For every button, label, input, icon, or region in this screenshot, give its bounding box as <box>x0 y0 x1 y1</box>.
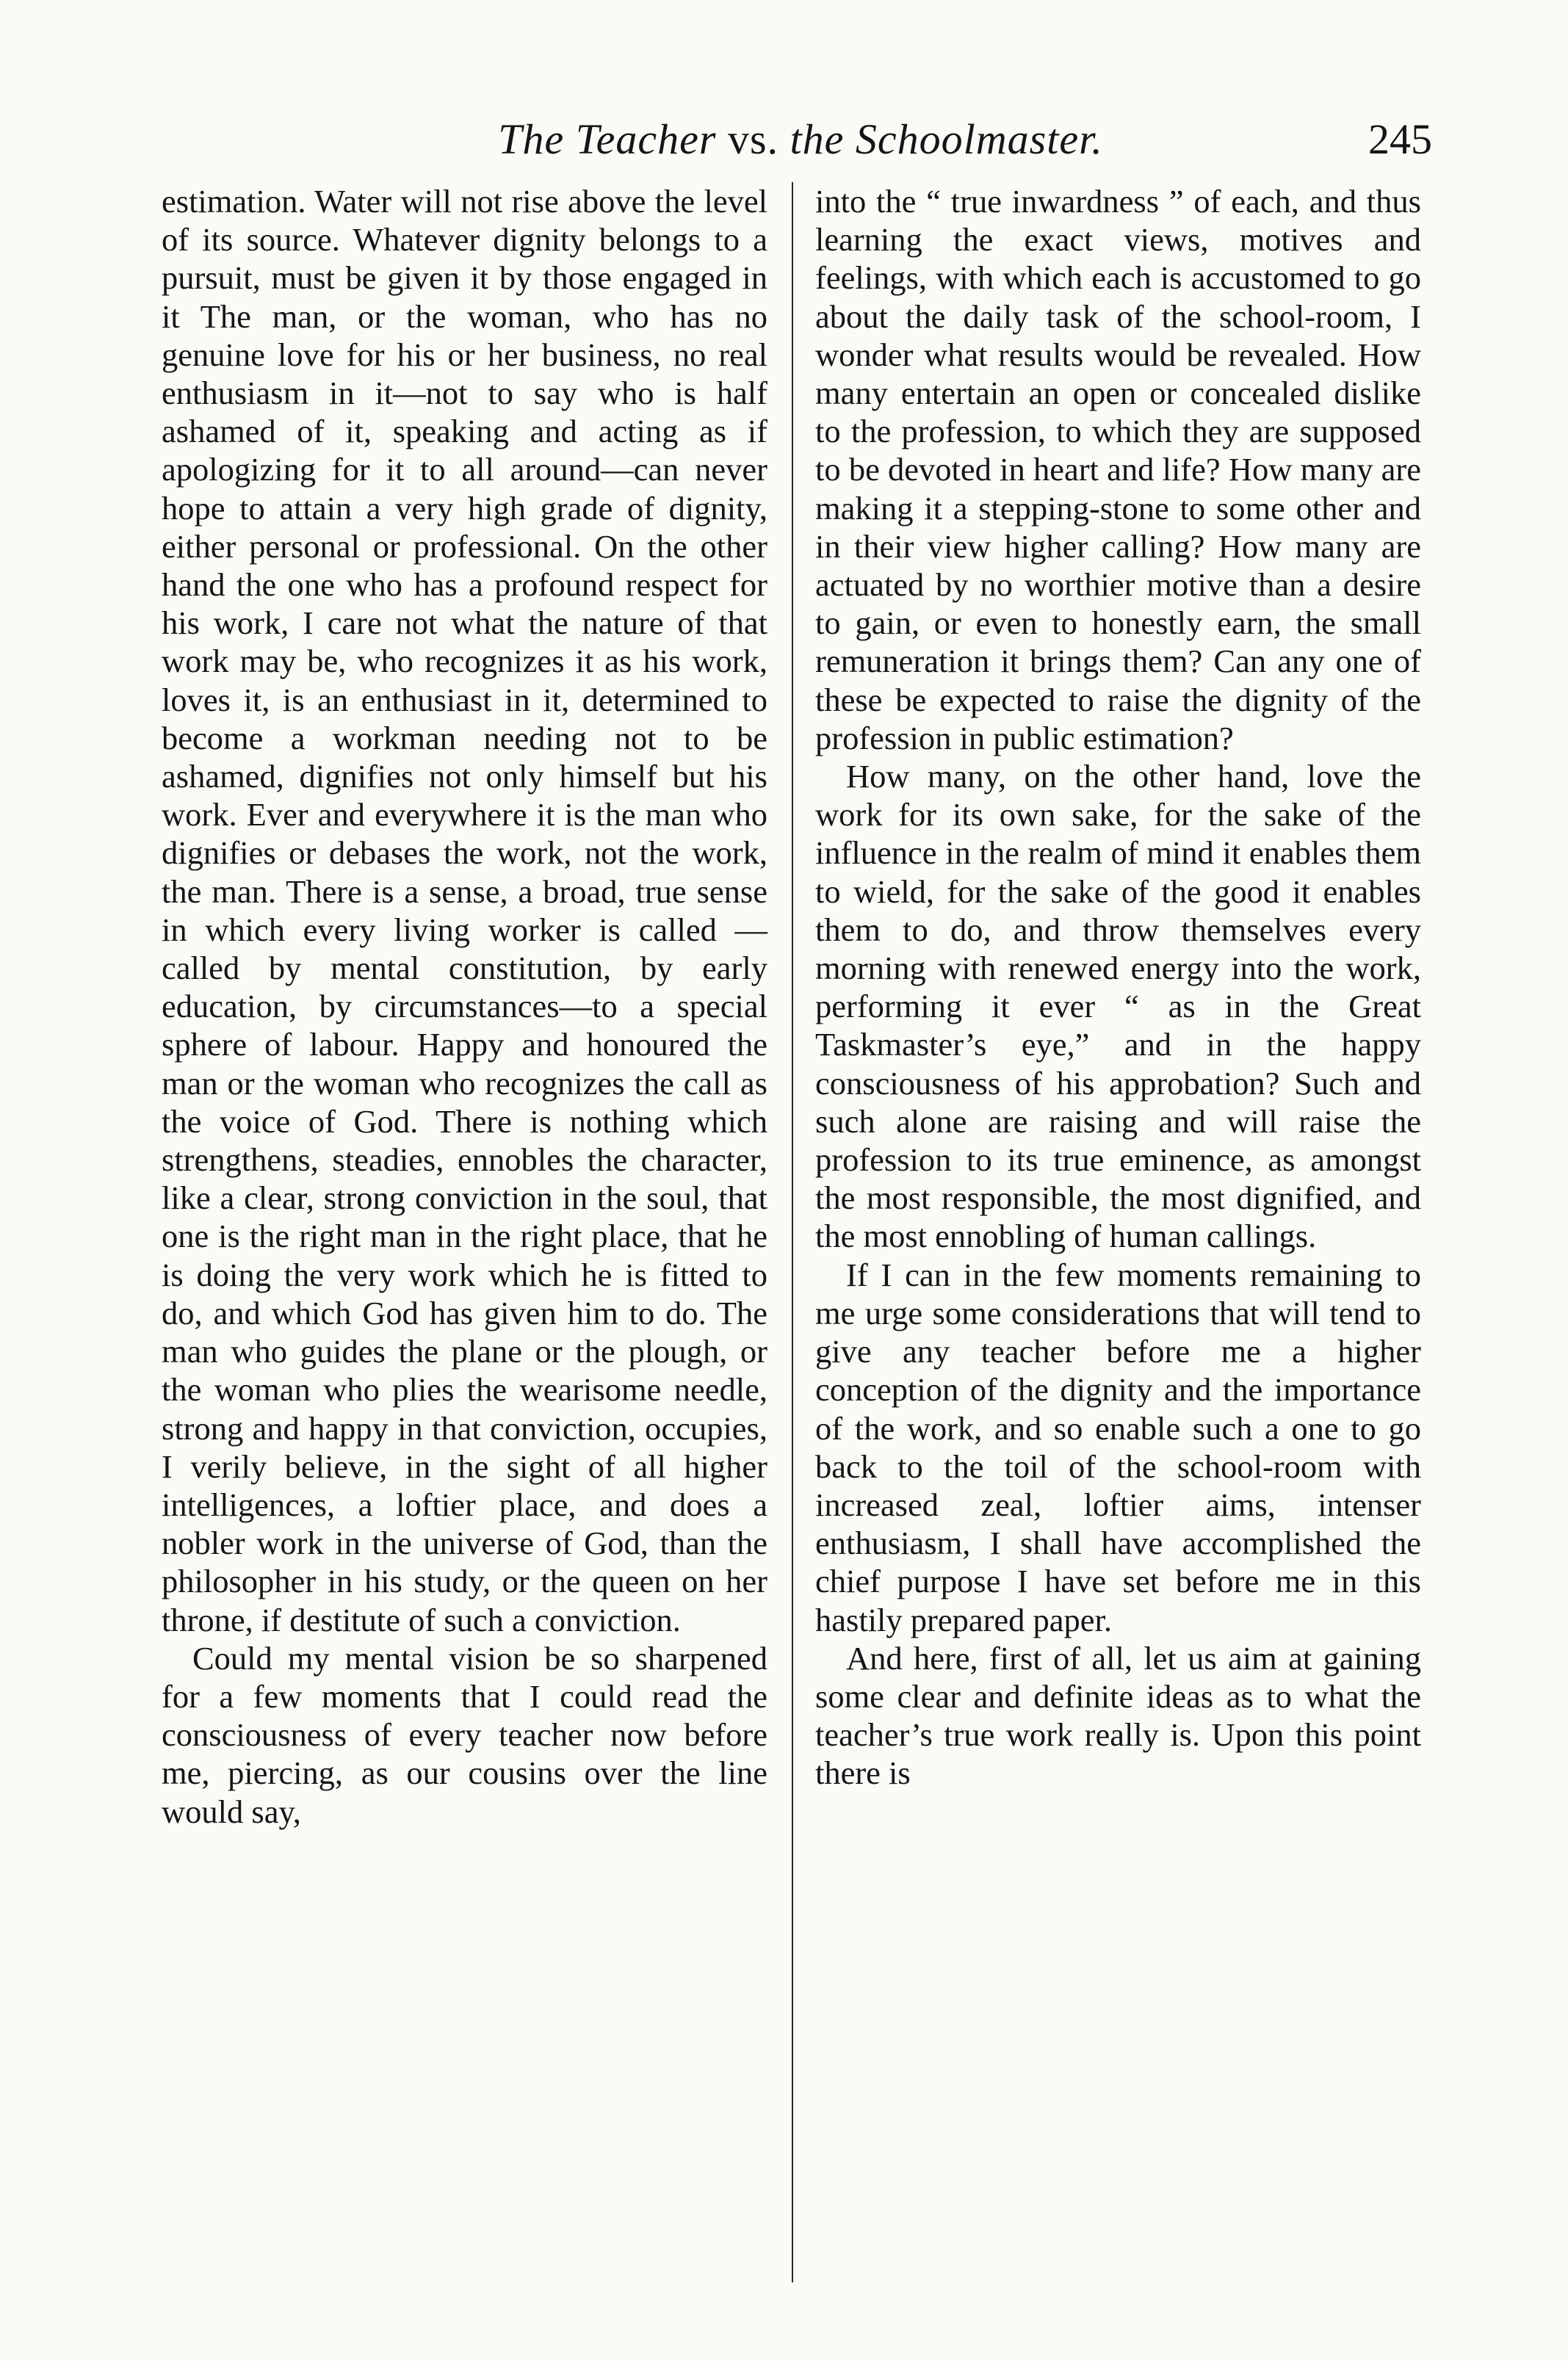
right-paragraph-1: into the “ true inwardness ” of each, and thus learning the exact views, motives and feelings, with which each is accustomed to go about the daily task of the school-room, I wonder what results would be revealed. How many entertain an open or concealed dislike to the profession, to which they are supposed to be devoted in heart and life? How many are making it a stepping-stone to some other and in their view higher calling? How many are actuated by no worthier motive than a desire to gain, or even to honestly earn, the small remuneration it brings them? Can any one of these be expected to raise the dignity of the profession in public estimation? <box>815 183 1421 756</box>
left-column <box>162 182 767 1831</box>
title-part-2: the Schoolmaster. <box>790 115 1103 163</box>
right-paragraph-3: If I can in the few moments remaining to me urge some considerations that will tend to give any teacher before me a higher conception of the dignity and the importance of the work, and so enable such a one to go back to the toil of the school-room with increased zeal, loftier aims, intenser enthusiasm, I shall have accomplished the chief purpose I have set before me in this hastily prepared paper. <box>815 1256 1421 1638</box>
title-vs: vs. <box>727 115 779 163</box>
page-number: 245 <box>1368 115 1432 163</box>
title-part-1: The Teacher <box>498 115 717 163</box>
right-paragraph-2: How many, on the other hand, love the work for its own sake, for the sake of the influence in the realm of mind it enables them to wield, for the sake of the good it enables them to do, and throw themselves every morning with renewed energy into the work, performing it ever “ as in the Great Taskmaster’s eye,” and in the happy consciousness of his approbation? Such and such alone are raising and will raise the profession to its true eminence, as amongst the most responsible, the most dignified, and the most ennobling of human callings. <box>815 758 1421 1255</box>
left-paragraph-2: Could my mental vision be so sharpened for a few moments that I could read the consciousness of every teacher now before me, piercing, as our cousins over the line would say, <box>162 1639 767 1830</box>
right-column <box>815 182 1421 1793</box>
running-title <box>169 110 1432 169</box>
running-head <box>169 110 1432 169</box>
column-divider <box>792 182 793 2282</box>
right-paragraph-4: And here, first of all, let us aim at gaining some clear and definite ideas as to what the teacher’s true work really is. Upon this point there is <box>815 1639 1421 1792</box>
left-paragraph-1: estimation. Water will not rise above the level of its source. Whatever dignity belongs to a pursuit, must be given it by those engaged in it The man, or the woman, who has no genuine love for his or her business, no real enthusiasm in it—not to say who is half ashamed of it, speaking and acting as if apologizing for it to all around—can never hope to attain a very high grade of dignity, either personal or professional. On the other hand the one who has a profound respect for his work, I care not what the nature of that work may be, who recognizes it as his work, loves it, is an enthusiast in it, determined to become a workman needing not to be ashamed, dignifies not only himself but his work. Ever and everywhere it is the man who dignifies or debases the work, not the work, the man. There is a sense, a broad, true sense in which every living worker is called —called by mental constitution, by early education, by circumstances—to a special sphere of labour. Happy and honoured the man or the woman who recognizes the call as the voice of God. There is nothing which strengthens, steadies, ennobles the character, like a clear, strong conviction in the soul, that one is the right man in the right place, that he is doing the very work which he is fitted to do, and which God has given him to do. The man who guides the plane or the plough, or the woman who plies the wearisome needle, strong and happy in that conviction, occupies, I verily believe, in the sight of all higher intelligences, a loftier place, and does a nobler work in the universe of God, than the philosopher in his study, or the queen on her throne, if destitute of such a conviction. <box>162 183 767 1638</box>
